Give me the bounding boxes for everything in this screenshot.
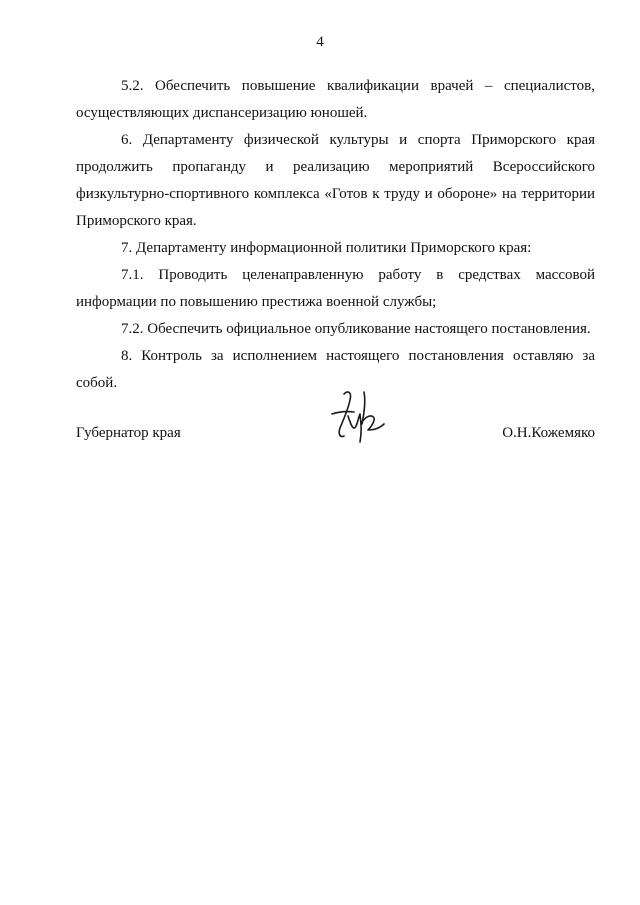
paragraph-8: 8. Контроль за исполнением настоящего постановления оставляю за собой.	[76, 348, 595, 391]
signatory-name: О.Н.Кожемяко	[502, 425, 595, 441]
paragraph-7-2: 7.2. Обеспечить официальное опубликование настоящего постановления.	[121, 321, 591, 337]
page-number: 4	[316, 34, 324, 50]
handwritten-signature-icon	[324, 384, 388, 448]
document-body	[76, 73, 595, 397]
paragraph-7-1: 7.1. Проводить целенаправленную работу в средствах массовой информации по повышению престижа военной службы;	[76, 267, 595, 310]
signatory-title: Губернатор края	[76, 425, 181, 441]
paragraph-7: 7. Департаменту информационной политики Приморского края:	[121, 240, 532, 256]
paragraph-6: 6. Департаменту физической культуры и спорта Приморского края продолжить пропаганду и реализацию мероприятий Всероссийского физкультурно-спортивного комплекса «Готов к труду и обороне» на территории Приморского края.	[76, 132, 595, 229]
signature-block	[76, 384, 595, 448]
paragraph-5-2: 5.2. Обеспечить повышение квалификации врачей – специалистов, осуществляющих диспансеризацию юношей.	[76, 78, 595, 121]
